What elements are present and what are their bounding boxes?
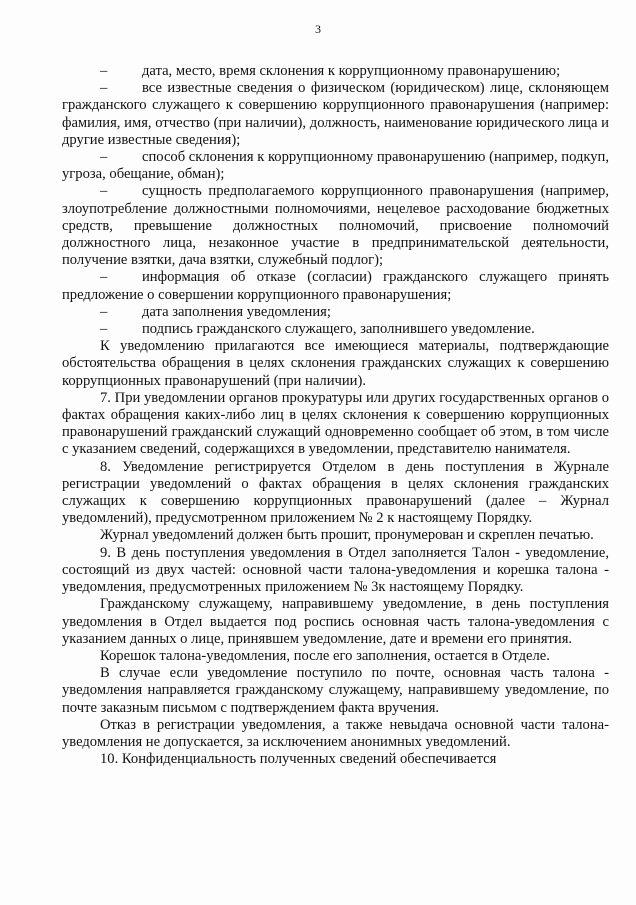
- list-item: – сущность предполагаемого коррупционного правонарушения (например, злоупотребление должностными полномочиями, нецелевое расходование бюджетных средств, превышение должностных полномочий, присвоение полномочий должностного лица, незаконное участие в предпринимательской деятельности, получение взятки, дача взятки, служебный подлог);: [62, 183, 609, 269]
- list-item: – информация об отказе (согласии) гражданского служащего принять предложение о совершении коррупционного правонарушения;: [62, 269, 609, 303]
- paragraph: Журнал уведомлений должен быть прошит, пронумерован и скреплен печатью.: [100, 527, 594, 544]
- paragraph: В случае если уведомление поступило по почте, основная часть талона - уведомления направляется гражданскому служащему, направившему уведомление, по почте заказным письмом с подтверждением факта вручения.: [62, 665, 609, 716]
- list-item: – все известные сведения о физическом (юридическом) лице, склоняющем гражданского служащего к совершению коррупционного правонарушения (например: фамилия, имя, отчество (при наличии), должность, наименование юридического лица и другие известные сведения);: [62, 80, 609, 149]
- paragraph: 7. При уведомлении органов прокуратуры или других государственных органов о фактах обращения каких-либо лиц в целях склонения к совершению коррупционных правонарушений гражданский служащий одновременно сообщает об этом, в том числе с указанием сведений, содержащихся в уведомлении, представителю нанимателя.: [62, 389, 609, 458]
- paragraph: 8. Уведомление регистрируется Отделом в день поступления в Журнале регистрации уведомлений о фактах обращения в целях склонения гражданских служащих к совершению коррупционных правонарушений (далее – Журнал уведомлений), предусмотренном приложением № 2 к настоящему Порядку.: [62, 458, 609, 527]
- paragraph: Корешок талона-уведомления, после его заполнения, остается в Отделе.: [100, 647, 550, 664]
- paragraph: Отказ в регистрации уведомления, а также невыдача основной части талона-уведомления не допускается, за исключением анонимных уведомлений.: [62, 716, 609, 750]
- page-number: 3: [315, 22, 321, 36]
- paragraph: К уведомлению прилагаются все имеющиеся материалы, подтверждающие обстоятельства обращения в целях склонения гражданских служащих к совершению коррупционных правонарушений (при наличии).: [62, 338, 609, 389]
- list-item: – дата, место, время склонения к коррупционному правонарушению;: [62, 63, 609, 80]
- document-body: [62, 63, 609, 768]
- list-item: – дата заполнения уведомления;: [62, 304, 609, 321]
- list-item: – способ склонения к коррупционному правонарушению (например, подкуп, угроза, обещание, обман);: [62, 149, 609, 183]
- paragraph: Гражданскому служащему, направившему уведомление, в день поступления уведомления в Отдел выдается под роспись основная часть талона-уведомления с указанием данных о лице, принявшем уведомление, дате и времени его принятия.: [62, 596, 609, 647]
- paragraph: 10. Конфиденциальность полученных сведений обеспечивается: [100, 751, 497, 768]
- paragraph: 9. В день поступления уведомления в Отдел заполняется Талон - уведомление, состоящий из двух частей: основной части талона-уведомления и корешка талона - уведомления, предусмотренных приложением № 3к настоящему Порядку.: [62, 544, 609, 596]
- list-item: – подпись гражданского служащего, заполнившего уведомление.: [62, 321, 609, 338]
